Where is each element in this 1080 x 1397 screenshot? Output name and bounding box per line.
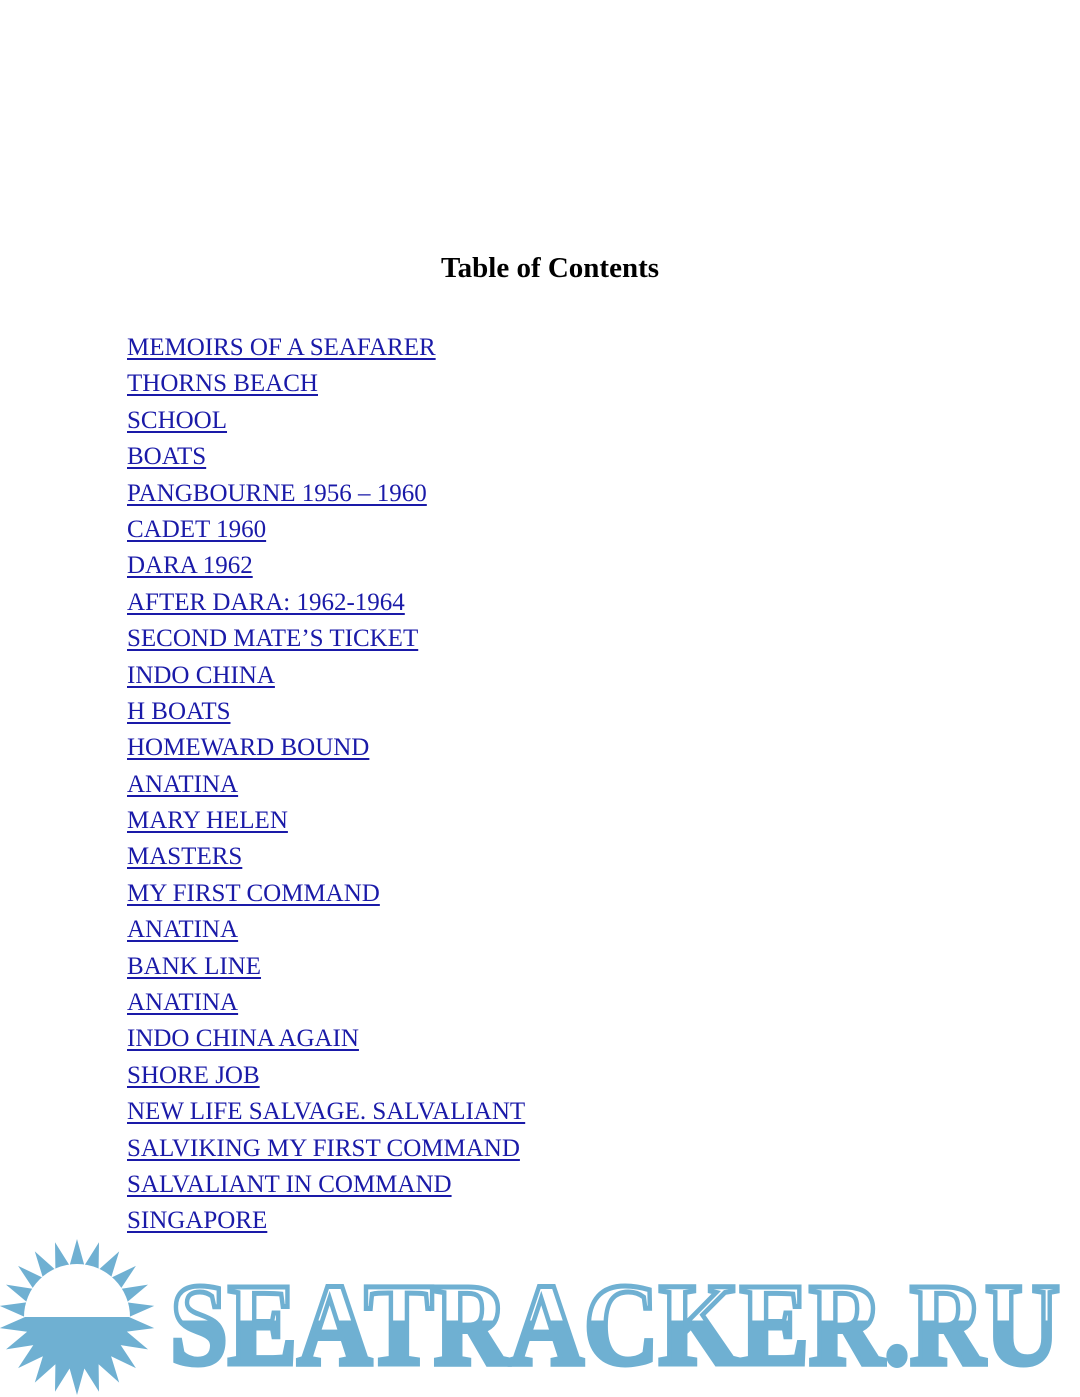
toc-item [127, 512, 525, 548]
toc-link-anatina-1[interactable]: ANATINA [127, 770, 239, 798]
toc-item [127, 548, 525, 584]
toc-link-after-dara[interactable]: AFTER DARA: 1962-1964 [127, 588, 405, 616]
watermark-text: SEATRACKER.RU [170, 1259, 1060, 1390]
toc-link-masters[interactable]: MASTERS [127, 843, 243, 871]
toc-link-bank-line[interactable]: BANK LINE [127, 952, 262, 980]
watermark-logo [0, 1238, 1080, 1397]
toc-link-pangbourne[interactable]: PANGBOURNE 1956 – 1960 [127, 479, 427, 507]
toc-link-dara-1962[interactable]: DARA 1962 [127, 552, 253, 580]
toc-link-boats[interactable]: BOATS [127, 443, 207, 471]
toc-list [127, 330, 525, 1240]
toc-item [127, 366, 525, 402]
toc-item [127, 694, 525, 730]
toc-item [127, 585, 525, 621]
toc-item [127, 949, 525, 985]
toc-link-anatina-3[interactable]: ANATINA [127, 989, 239, 1017]
toc-item [127, 403, 525, 439]
toc-link-shore-job[interactable]: SHORE JOB [127, 1061, 260, 1089]
toc-link-indo-china-again[interactable]: INDO CHINA AGAIN [127, 1025, 359, 1053]
toc-link-h-boats[interactable]: H BOATS [127, 697, 231, 725]
toc-item [127, 621, 525, 657]
toc-link-thorns-beach[interactable]: THORNS BEACH [127, 370, 318, 398]
toc-item [127, 803, 525, 839]
toc-link-memoirs-of-a-seafarer[interactable]: MEMOIRS OF A SEAFARER [127, 334, 436, 361]
toc-item [127, 439, 525, 475]
toc-item [127, 730, 525, 766]
toc-link-anatina-2[interactable]: ANATINA [127, 916, 239, 944]
toc-item [127, 1094, 525, 1130]
toc-link-singapore[interactable]: SINGAPORE [127, 1207, 268, 1235]
toc-item [127, 876, 525, 912]
toc-item [127, 1203, 525, 1239]
toc-link-new-life-salvage[interactable]: NEW LIFE SALVAGE. SALVALIANT [127, 1098, 526, 1126]
toc-link-second-mates-ticket[interactable]: SECOND MATE’S TICKET [127, 625, 419, 653]
toc-item [127, 912, 525, 948]
toc-link-salviking[interactable]: SALVIKING MY FIRST COMMAND [127, 1134, 520, 1162]
toc-link-school[interactable]: SCHOOL [127, 406, 228, 434]
toc-link-indo-china[interactable]: INDO CHINA [127, 661, 275, 689]
toc-link-mary-helen[interactable]: MARY HELEN [127, 807, 288, 835]
toc-link-my-first-command[interactable]: MY FIRST COMMAND [127, 879, 380, 907]
toc-item [127, 658, 525, 694]
sun-icon [0, 1239, 154, 1395]
toc-item [127, 330, 525, 366]
toc-item [127, 1058, 525, 1094]
toc-item [127, 1131, 525, 1167]
toc-item [127, 985, 525, 1021]
toc-item [127, 1167, 525, 1203]
toc-item [127, 1021, 525, 1057]
toc-link-homeward-bound[interactable]: HOMEWARD BOUND [127, 734, 370, 762]
toc-item [127, 476, 525, 512]
toc-link-cadet-1960[interactable]: CADET 1960 [127, 515, 267, 543]
toc-item [127, 839, 525, 875]
toc-title: Table of Contents [440, 252, 660, 284]
toc-link-salvaliant-in-command[interactable]: SALVALIANT IN COMMAND [127, 1170, 452, 1198]
toc-item [127, 767, 525, 803]
